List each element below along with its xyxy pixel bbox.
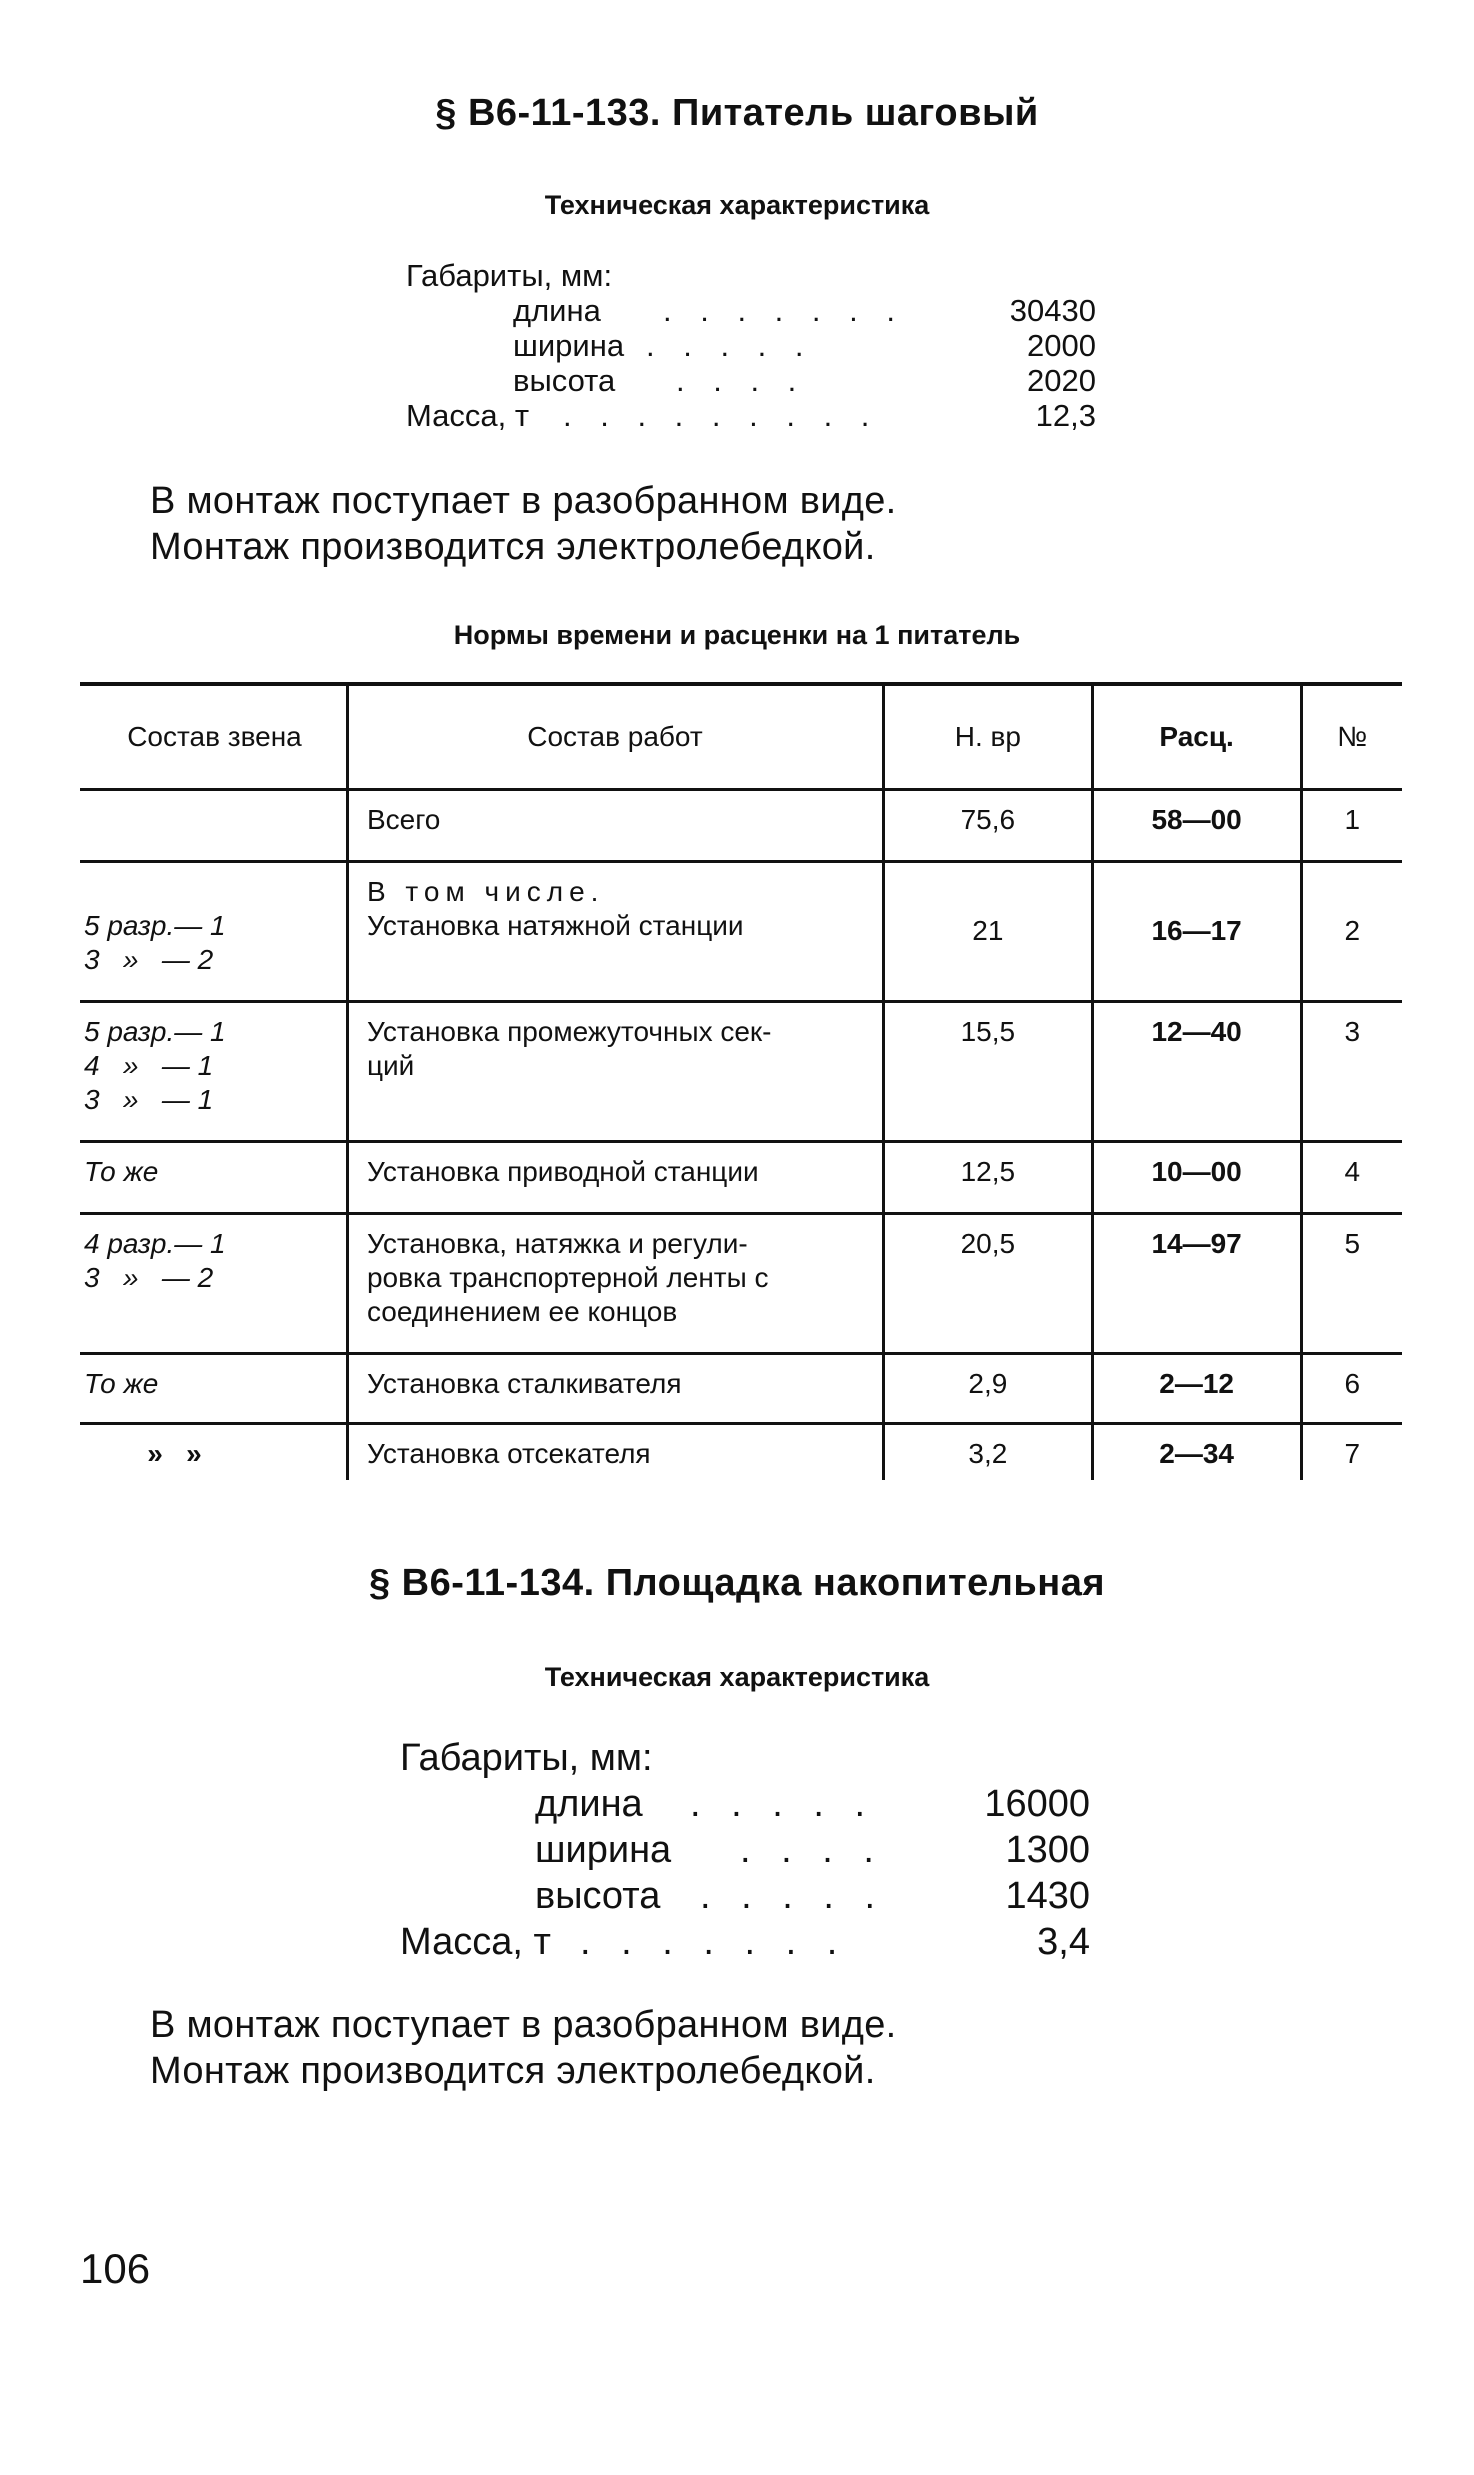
note-line: В монтаж поступает в разобранном виде. — [150, 2004, 897, 2046]
page-number: 106 — [80, 2245, 151, 2292]
spec-dots: . . . . . — [700, 1875, 886, 1917]
table-row — [80, 862, 1402, 1002]
table-row — [80, 1424, 1402, 1480]
spec-dots: . . . . . . . — [580, 1921, 848, 1963]
cell-price: 12—40 — [1092, 1002, 1301, 1142]
spec-dots: . . . . . — [646, 328, 814, 363]
cell-work: Установка сталкивателя — [347, 1354, 883, 1424]
cell-price: 16—17 — [1092, 862, 1301, 1002]
cell-hours: 12,5 — [884, 1142, 1093, 1214]
cell-price: 14—97 — [1092, 1214, 1301, 1354]
header-hours: Н. вр — [884, 684, 1093, 790]
note-line: В монтаж поступает в разобранном виде. — [150, 480, 897, 522]
spec-value: 1430 — [1005, 1875, 1090, 1917]
spec-label: длина — [535, 1783, 643, 1825]
spec-label: ширина — [513, 328, 625, 363]
spec-block — [406, 258, 1096, 433]
table-row — [80, 1002, 1402, 1142]
spec-dots: . . . . . . . — [663, 293, 905, 328]
cell-crew: » » — [147, 1438, 202, 1469]
spec-label: Масса, т — [406, 398, 530, 433]
assembly-note — [150, 478, 897, 570]
table-caption: Нормы времени и расценки на 1 питатель — [453, 620, 1021, 650]
table-row — [80, 1142, 1402, 1214]
spec-value: 30430 — [1009, 293, 1096, 328]
dims-label: Габариты, мм: — [400, 1737, 653, 1779]
spec-label: длина — [513, 293, 601, 328]
cell-work: В том числе. Установка натяжной станции — [347, 862, 883, 1002]
cell-number: 4 — [1301, 1142, 1402, 1214]
spec-label: высота — [513, 363, 616, 398]
spec-block — [400, 1735, 1090, 1965]
cell-number: 5 — [1301, 1214, 1402, 1354]
table-header-row — [80, 684, 1402, 790]
assembly-note — [150, 2002, 897, 2094]
header-price: Расц. — [1092, 684, 1301, 790]
spec-value: 12,3 — [1035, 398, 1096, 433]
cell-hours: 2,9 — [884, 1354, 1093, 1424]
cell-work: Установка отсекателя — [347, 1424, 883, 1480]
spec-value: 16000 — [984, 1783, 1090, 1825]
cell-hours: 21 — [884, 862, 1093, 1002]
header-number: № — [1301, 684, 1402, 790]
cell-work: Установка промежуточных сек- ций — [347, 1002, 883, 1142]
cell-hours: 15,5 — [884, 1002, 1093, 1142]
header-work: Состав работ — [347, 684, 883, 790]
table-row — [80, 1354, 1402, 1424]
spec-dots: . . . . — [740, 1829, 884, 1871]
cell-number: 3 — [1301, 1002, 1402, 1142]
cell-number: 2 — [1301, 862, 1402, 1002]
section-subtitle: Техническая характеристика — [544, 190, 930, 220]
cell-crew: 5 разр.— 1 4 » — 1 3 » — 1 — [80, 1002, 347, 1142]
cell-work: Установка, натяжка и регули- ровка транспортерной ленты с соединением ее концов — [347, 1214, 883, 1354]
spec-dots: . . . . — [676, 363, 807, 398]
cell-price: 10—00 — [1092, 1142, 1301, 1214]
spec-label: высота — [535, 1875, 661, 1917]
note-line: Монтаж производится электролебедкой. — [150, 2050, 876, 2092]
header-crew: Состав звена — [80, 684, 347, 790]
cell-work: Всего — [347, 790, 883, 862]
cell-number: 7 — [1301, 1424, 1402, 1480]
section-title: § В6-11-134. Площадка накопительная — [368, 1562, 1106, 1604]
spec-label: Масса, т — [400, 1921, 551, 1963]
section-title: § В6-11-133. Питатель шаговый — [435, 92, 1039, 134]
spec-value: 2000 — [1027, 328, 1096, 363]
cell-crew: То же — [80, 1142, 347, 1214]
spec-dots: . . . . . . . . . — [563, 398, 880, 433]
section-subtitle: Техническая характеристика — [544, 1662, 930, 1692]
cell-crew: 4 разр.— 1 3 » — 2 — [80, 1214, 347, 1354]
spec-value: 2020 — [1027, 363, 1096, 398]
spec-value: 1300 — [1005, 1829, 1090, 1871]
dims-label: Габариты, мм: — [406, 258, 613, 293]
cell-hours: 75,6 — [884, 790, 1093, 862]
table-row — [80, 790, 1402, 862]
cell-work: Установка приводной станции — [347, 1142, 883, 1214]
spec-value: 3,4 — [1037, 1921, 1090, 1963]
cell-number: 1 — [1301, 790, 1402, 862]
cell-crew: 5 разр.— 1 3 » — 2 — [80, 862, 347, 1002]
table-row — [80, 1214, 1402, 1354]
cell-hours: 20,5 — [884, 1214, 1093, 1354]
cell-crew: То же — [80, 1354, 347, 1424]
cell-number: 6 — [1301, 1354, 1402, 1424]
cell-price: 2—12 — [1092, 1354, 1301, 1424]
cell-hours: 3,2 — [884, 1424, 1093, 1480]
cell-price: 58—00 — [1092, 790, 1301, 862]
spec-dots: . . . . . — [690, 1783, 876, 1825]
cell-price: 2—34 — [1092, 1424, 1301, 1480]
note-line: Монтаж производится электролебедкой. — [150, 526, 876, 568]
cell-crew — [80, 790, 347, 862]
spec-label: ширина — [535, 1829, 672, 1871]
norms-table — [80, 682, 1402, 1480]
